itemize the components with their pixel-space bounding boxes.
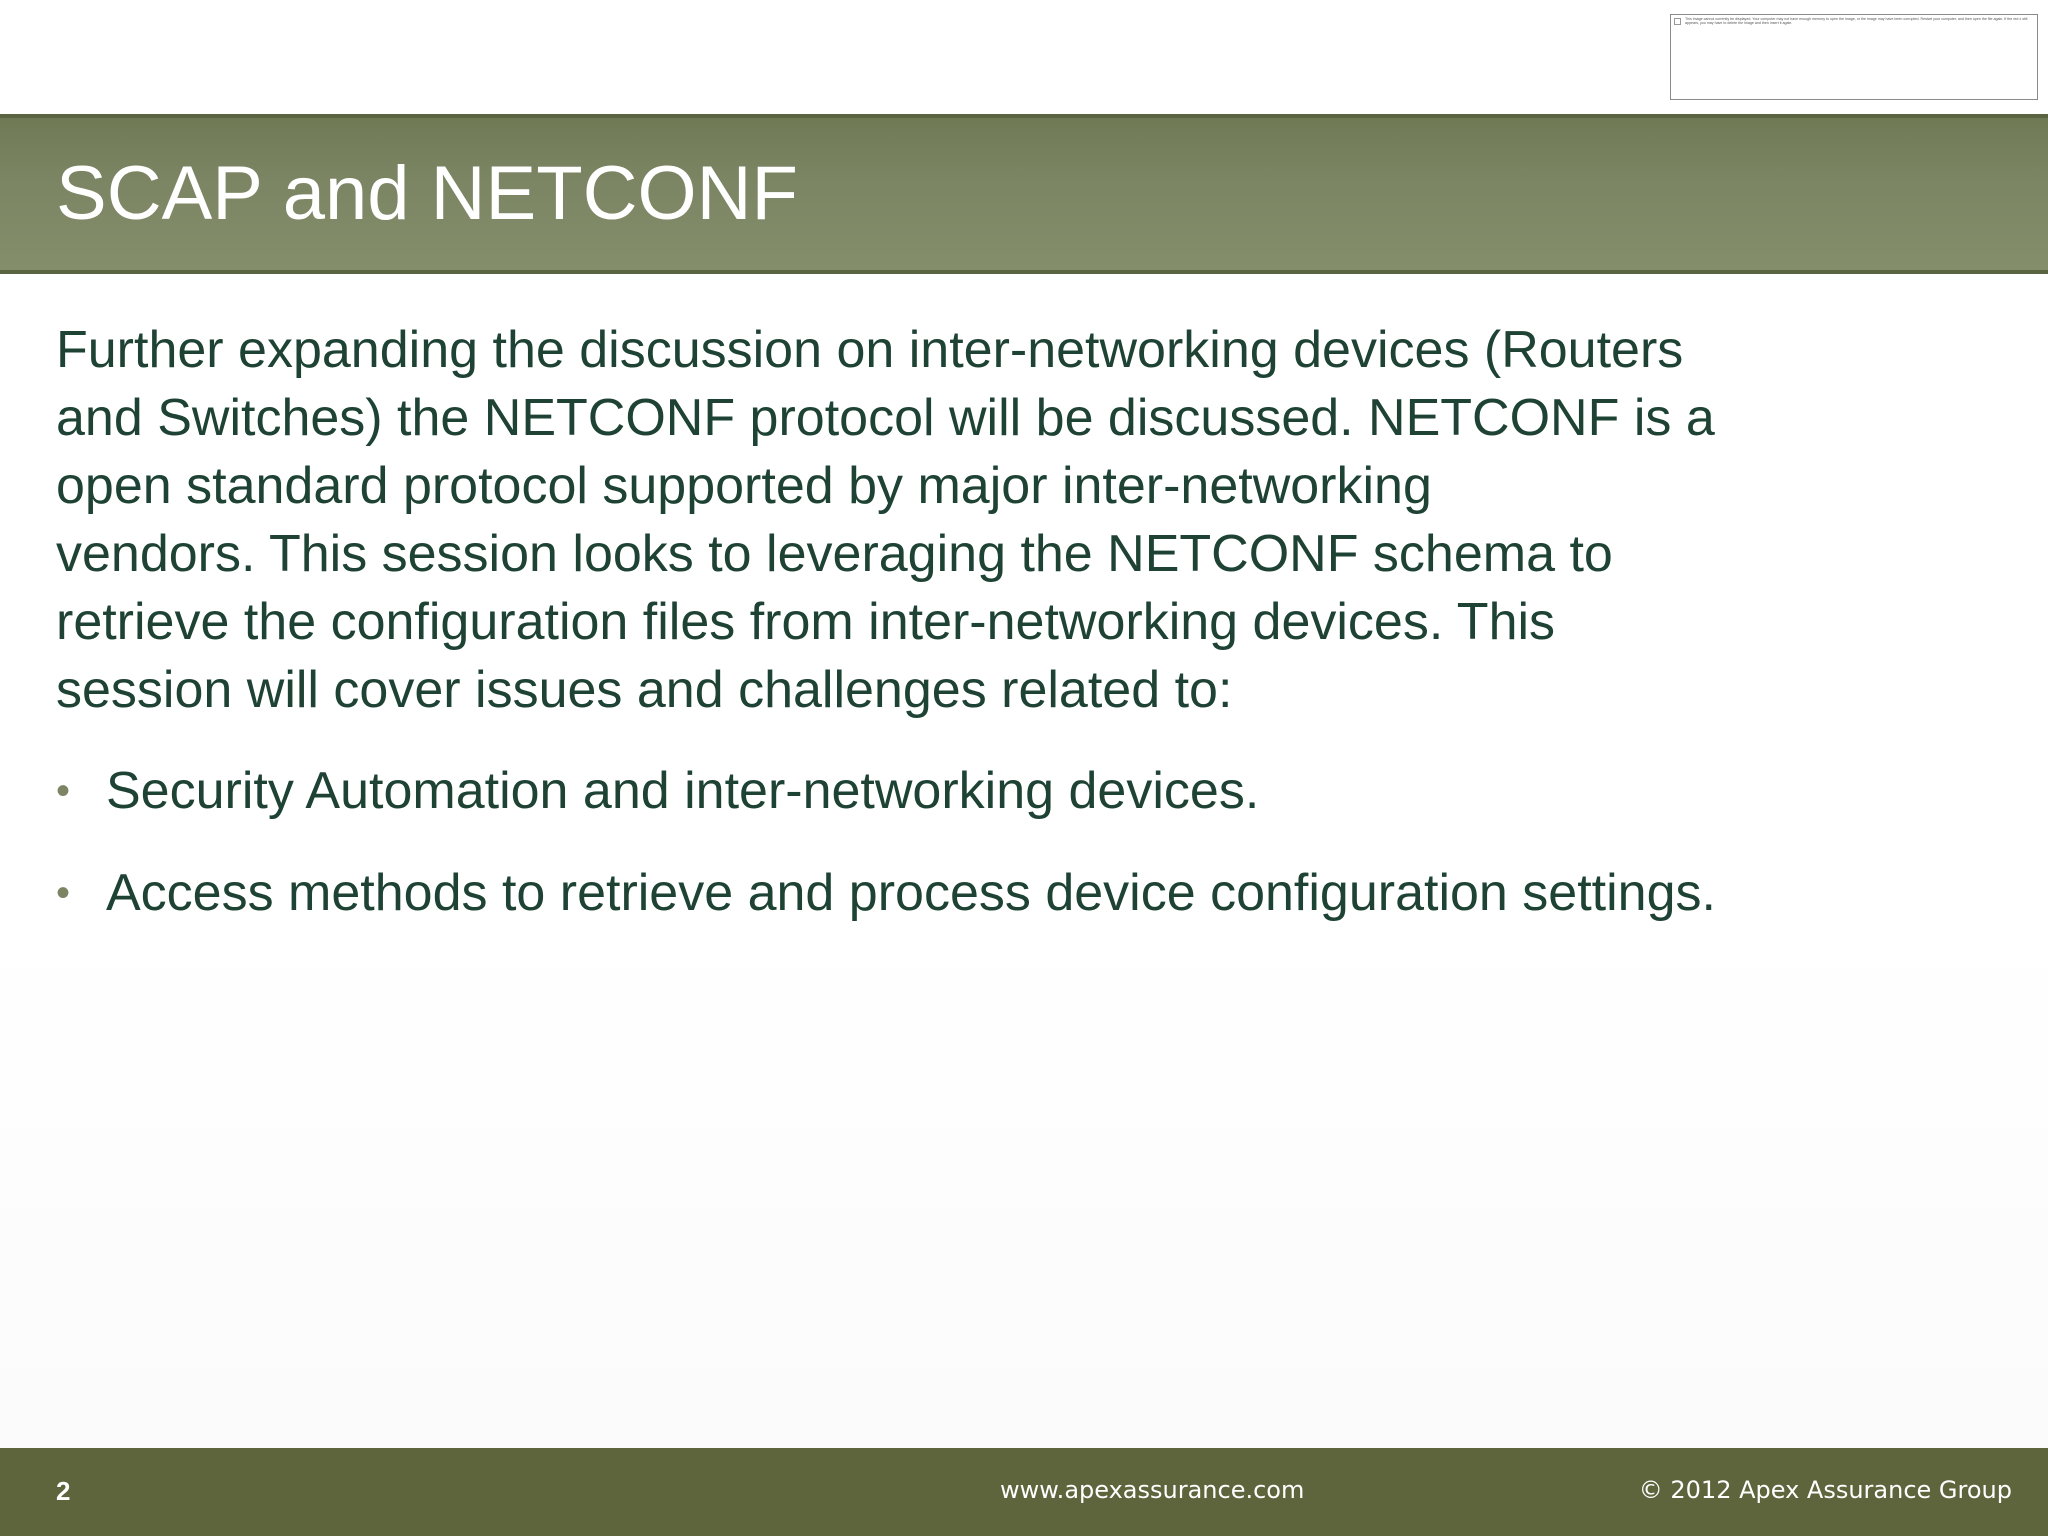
bullet-item — [56, 859, 1996, 927]
title-band — [0, 114, 2048, 274]
bullet-marker: • — [56, 871, 71, 915]
page-number: 2 — [56, 1476, 71, 1506]
bullet-list — [56, 757, 1996, 961]
bullet-item — [56, 757, 1996, 825]
broken-image-icon — [1674, 18, 1681, 25]
bullet-text: Security Automation and inter-networking devices. — [106, 762, 1260, 820]
bullet-text: Access methods to retrieve and process device configuration settings. — [106, 864, 1716, 922]
slide-title: SCAP and NETCONF — [56, 151, 798, 236]
image-placeholder-message: This image cannot currently be displayed. Your computer may not have enough memory to open the image, or the image may have been corrupted. Restart your computer, and then open the file again. If the red x still appears, you may have to delete the image and then insert it again. — [1685, 17, 2028, 26]
footer-url: www.apexassurance.com — [1000, 1476, 1305, 1504]
bullet-marker: • — [56, 769, 71, 813]
broken-image-placeholder — [1670, 14, 2038, 100]
footer-band — [0, 1448, 2048, 1536]
body-paragraph: Further expanding the discussion on inter-networking devices (Routers and Switches) the NETCONF protocol will be discussed. NETCONF is a open standard protocol supported by major inter-networking vendors. This session looks to leveraging the NETCONF schema to retrieve the configuration files from inter-networking devices. This session will cover issues and challenges related to: — [56, 321, 1715, 719]
footer-copyright: © 2012 Apex Assurance Group — [1638, 1476, 2012, 1504]
